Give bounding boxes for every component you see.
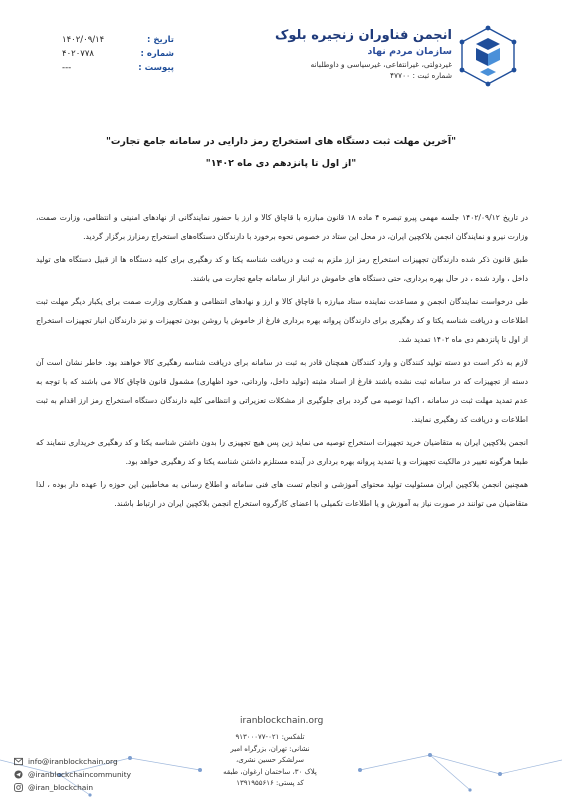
meta-attachment-label: پیوست :	[138, 63, 174, 73]
meta-number	[62, 47, 174, 61]
org-header	[252, 28, 452, 80]
org-description: غیردولتی، غیرانتفاعی، غیرسیاسی و داوطلبانه	[310, 60, 452, 69]
footer-address	[200, 732, 340, 790]
body-paragraph-3: طی درخواست نمایندگان انجمن و مساعدت نماینده ستاد مبارزه با قاچاق کالا و ارز و نهادهای انتظامی و همکاری وزارت صمت برای یکبار دیگر مهلت ثبت اطلاعات و دریافت شناسه یکتا و کد رهگیری برای دارندگان پروانه بهره برداری فارغ از خاموش یا روشن بودن تجهیزات و نیز دارندگان انبار تجهیزات استخراج از اول تا پانزدهم دی ماه ۱۴۰۲ تمدید شد.	[36, 297, 528, 344]
social-telegram-text: @iranblockchaincommunity	[28, 770, 131, 779]
footer-postal-code: کد پستی: ۱۳۹۱۹۵۵۶۱۶	[236, 779, 304, 787]
footer-address-line-3: پلاک ۳۰، ساختمان ارغوان، طبقه	[223, 767, 317, 776]
meta-attachment	[62, 61, 174, 75]
letter-meta	[62, 33, 174, 75]
footer-social	[14, 755, 131, 794]
meta-date-value: ۱۴۰۲/۰۹/۱۴	[62, 35, 105, 45]
body-paragraph-5: انجمن بلاکچین ایران به متقاضیان خرید تجهیزات استخراج توصیه می نماید زین پس هیچ تجهیزی را بدون داشتن شناسه یکتا و کد رهگیری خریداری ننمایند که طبعا هرگونه تغییر در مالکیت تجهیزات و یا تمدید پروانه بهره برداری در آینده مستلزم داشتن شناسه یکتا و کد رهگیری خواهد بود.	[36, 438, 528, 466]
meta-date-label: تاریخ :	[147, 35, 174, 45]
social-telegram[interactable]	[14, 768, 131, 781]
social-instagram-text: @iran_blockchain	[28, 783, 94, 792]
footer-phone: تلفکس: ۰۲۱-۹۱۳۰۰۰۷۷	[235, 733, 305, 741]
email-icon	[14, 757, 23, 766]
org-registration: شماره ثبت : ۴۷۷۰۰	[389, 71, 452, 80]
org-title: انجمن فناوران زنجیره بلوک	[275, 28, 452, 43]
meta-number-value: ۴۰۲۰۷۷۸	[62, 49, 94, 59]
org-subtitle: سازمان مردم نهاد	[367, 46, 452, 57]
letter-title: "آخرین مهلت ثبت دستگاه های استخراج رمز دارایی در سامانه جامع تجارت"	[105, 136, 457, 147]
blockchain-logo-icon	[456, 24, 520, 88]
instagram-icon	[14, 783, 23, 792]
body-paragraph-2: طبق قانون ذکر شده دارندگان تجهیزات استخراج رمز ارز ملزم به ثبت و دریافت شناسه یکتا و کد رهگیری برای کلیه دستگاه ها از قبیل دستگاه های تولید داخل ، وارد شده ، در حال بهره برداری، حتی دستگاه های خاموش در انبار از سامانه جامع تجارت می باشند.	[36, 255, 528, 283]
letter-subtitle: "از اول تا پانزدهم دی ماه ۱۴۰۲"	[205, 158, 357, 169]
social-email[interactable]	[14, 755, 131, 768]
body-paragraph-6: همچنین انجمن بلاکچین ایران مسئولیت تولید محتوای آموزشی و انجام تست های فنی سامانه و اطلاع رسانی به مخاطبین این حوزه را عهده دار بوده ، لذا متقاضیان می توانند در صورت نیاز به آموزش و یا اطلاعات تکمیلی با اعضای کارگروه استخراج انجمن بلاکچین ایران در ارتباط باشند.	[36, 480, 528, 508]
telegram-icon	[14, 770, 23, 779]
letter-body	[36, 208, 528, 517]
meta-number-label: شماره :	[140, 49, 174, 59]
body-paragraph-1: در تاریخ ۱۴۰۲/۰۹/۱۲ جلسه مهمی پیرو تبصره ۴ ماده ۱۸ قانون مبارزه با قاچاق کالا و ارز با حضور نمایندگانی از نهادهای امنیتی و انتظامی، وزارت صمت، وزارت نیرو و نمایندگان انجمن بلاکچین ایران، در محل این ستاد در خصوص نحوه برخورد با دارندگان دستگاه‌های استخراج رمزارز برگزار گردید.	[36, 213, 528, 241]
social-instagram[interactable]	[14, 781, 131, 794]
meta-attachment-value: ---	[62, 63, 72, 73]
footer-website[interactable]: iranblockchain.org	[240, 716, 324, 726]
footer-address-line-2: سرلشکر حسین نشری،	[235, 756, 305, 764]
social-email-text: info@iranblockchain.org	[28, 757, 118, 766]
body-paragraph-4: لازم به ذکر است دو دسته تولید کنندگان و وارد کنندگان همچنان قادر به ثبت در سامانه برای دریافت شناسه رهگیری کالا خواهند بود. خاطر نشان است آن دسته از تجهیزات که در سامانه ثبت نشده باشند فارغ از اسناد مثبته (تولید داخل، وارداتی، خود اظهاری) مشمول قانون قاچاق کالا می باشند که با توجه به عدم تمدید مهلت ثبت در سامانه ، اکیدا توصیه می گردد برای جلوگیری از مشکلات تعزیراتی و انتظامی کلیه دارندگان دستگاه استخراج رمز ارز اقدام به ثبت اطلاعات و دریافت کد رهگیری نمایند.	[36, 358, 528, 424]
footer-address-line-1: نشانی: تهران، بزرگراه امیر	[230, 744, 310, 753]
meta-date	[62, 33, 174, 47]
